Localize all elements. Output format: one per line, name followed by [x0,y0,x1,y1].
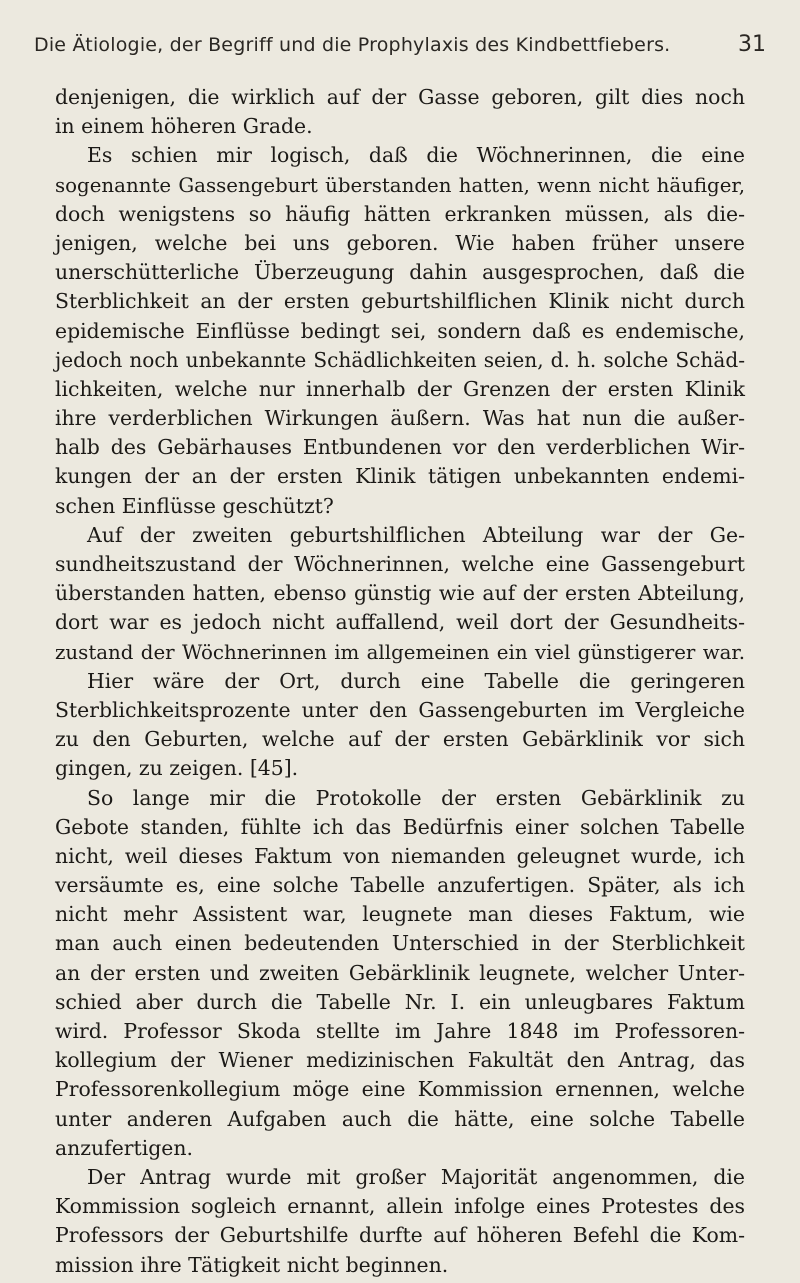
text-line: nicht, weil dieses Faktum von niemanden geleugnet wurde, ich [55,843,745,868]
text-line: unerschütterliche Überzeugung dahin ausgesprochen, daß die [55,260,745,285]
text-line: doch wenigstens so häufig hätten erkranken müssen, als die- [55,201,745,226]
text-line: zu den Geburten, welche auf der ersten Gebärklinik vor sich [55,727,745,752]
text-line: mission ihre Tätigkeit nicht beginnen. [55,1252,449,1277]
text-line: sogenannte Gassengeburt überstanden hatten, wenn nicht häufiger, [55,173,745,197]
page-header [34,34,766,68]
text-line: ihre verderblichen Wirkungen äußern. Was hat nun die außer- [55,406,745,431]
text-line: man auch einen bedeutenden Unterschied in der Sterblichkeit [55,931,745,956]
text-line: schied aber durch die Tabelle Nr. I. ein unleugbares Faktum [55,989,745,1014]
text-line: schen Einflüsse geschützt? [55,493,334,518]
text-line: an der ersten und zweiten Gebärklinik leugnete, welcher Unter- [55,960,745,985]
text-line: sundheitszustand der Wöchnerinnen, welche eine Gassengeburt [55,552,745,576]
text-line: kungen der an der ersten Klinik tätigen unbekannten endemi- [55,464,745,489]
paragraph-start: Auf der zweiten geburtshilflichen Abteilung war der Ge- [87,522,745,547]
page-number: 31 [738,32,766,57]
text-line: überstanden hatten, ebenso günstig wie auf der ersten Abteilung, [55,581,745,606]
text-line: Sterblichkeitsprozente unter den Gassengeburten im Vergleiche [55,697,745,722]
text-line: zustand der Wöchnerinnen im allgemeinen ein viel günstigerer war. [55,640,745,664]
text-line: denjenigen, die wirklich auf der Gasse geboren, gilt dies noch [55,85,745,109]
text-line: kollegium der Wiener medizinischen Fakultät den Antrag, das [55,1048,745,1073]
text-line: Sterblichkeit an der ersten geburtshilflichen Klinik nicht durch [55,289,745,314]
text-line: dort war es jedoch nicht auffallend, weil dort der Gesundheits- [55,610,745,635]
body-text [55,83,745,1280]
text-line: gingen, zu zeigen. [45]. [55,756,299,781]
running-head: Die Ätiologie, der Begriff und die Prophylaxis des Kindbettfiebers. [34,34,671,56]
text-line: nicht mehr Assistent war, leugnete man dieses Faktum, wie [55,902,745,927]
paragraph-start: Hier wäre der Ort, durch eine Tabelle die geringeren [87,668,745,693]
text-line: in einem höheren Grade. [55,114,313,139]
text-line: halb des Gebärhauses Entbundenen vor den verderblichen Wir- [55,435,745,460]
text-line: anzufertigen. [55,1135,193,1160]
text-line: Professorenkollegium möge eine Kommission ernennen, welche [55,1077,745,1102]
paragraph-start: Der Antrag wurde mit großer Majorität angenommen, die [87,1164,745,1189]
text-line: Professors der Geburtshilfe durfte auf höheren Befehl die Kom- [55,1223,745,1248]
text-line: lichkeiten, welche nur innerhalb der Grenzen der ersten Klinik [55,376,745,401]
text-line: Kommission sogleich ernannt, allein infolge eines Protestes des [55,1194,745,1219]
text-line: wird. Professor Skoda stellte im Jahre 1848 im Professoren- [55,1019,745,1043]
text-line: versäumte es, eine solche Tabelle anzufertigen. Später, als ich [55,873,745,898]
text-line: unter anderen Aufgaben auch die hätte, eine solche Tabelle [55,1106,745,1131]
text-line: epidemische Einflüsse bedingt sei, sondern daß es endemische, [55,318,745,343]
text-line: Gebote standen, fühlte ich das Bedürfnis einer solchen Tabelle [55,814,745,839]
text-line: jenigen, welche bei uns geboren. Wie haben früher unsere [55,230,745,255]
paragraph-start: So lange mir die Protokolle der ersten Gebärklinik zu [87,785,745,810]
text-line: jedoch noch unbekannte Schädlichkeiten seien, d. h. solche Schäd- [55,347,745,372]
paragraph-start: Es schien mir logisch, daß die Wöchnerinnen, die eine [87,143,745,168]
